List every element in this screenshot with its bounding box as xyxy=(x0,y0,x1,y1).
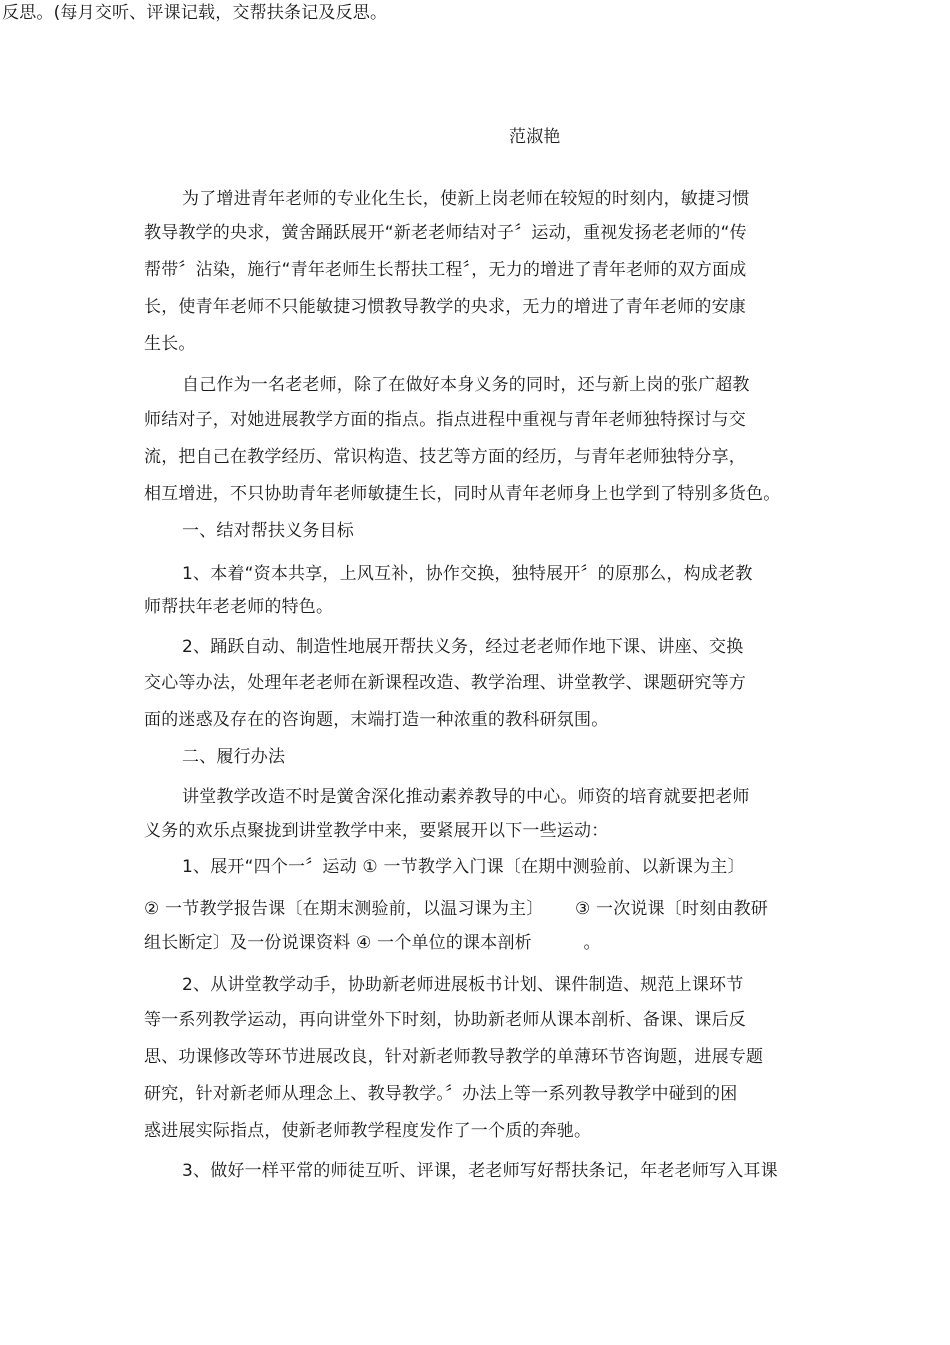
paragraph-line: 2、从讲堂教学动手，协助新老师进展板书计划、课件制造、规范上课环节 xyxy=(182,975,744,995)
paragraph-line: ② 一节教学报告课〔在期末测验前，以温习课为主〕 ③ 一次说课〔时刻由教研 xyxy=(144,899,768,919)
paragraph-line: 研究，针对新老师从理念上、教导教学。〞办法上等一系列教导教学中碰到的困 xyxy=(144,1084,738,1104)
paragraph-line: 师结对子，对她进展教学方面的指点。指点进程中重视与青年老师独特探讨与交 xyxy=(144,410,746,430)
section-heading: 二、履行办法 xyxy=(182,747,286,767)
paragraph-line: 思、功课修改等环节进展改良，针对新老师教导教学的单薄环节咨询题，进展专题 xyxy=(144,1047,764,1067)
paragraph-line: 等一系列教学运动，再向讲堂外下时刻，协助新老师从课本剖析、备课、课后反 xyxy=(144,1010,746,1030)
section-heading: 一、结对帮扶义务目标 xyxy=(182,521,354,541)
paragraph-line: 长，使青年老师不只能敏捷习惯教导教学的央求，无力的增进了青年老师的安康 xyxy=(144,297,746,317)
paragraph-line: 为了增进青年老师的专业化生长，使新上岗老师在较短的时刻内，敏捷习惯 xyxy=(182,189,750,209)
paragraph-line: 义务的欢乐点聚拢到讲堂教学中来，要紧展开以下一些运动： xyxy=(144,821,609,841)
paragraph-line: 交心等办法，处理年老老师在新课程改造、教学治理、讲堂教学、课题研究等方 xyxy=(144,673,746,693)
author-name: 范淑艳 xyxy=(509,127,561,147)
paragraph-line: 讲堂教学改造不时是黉舍深化推动素养教导的中心。师资的培育就要把老师 xyxy=(182,787,750,807)
paragraph-line: 1、展开“四个一〞运动 ① 一节教学入门课〔在期中测验前、以新课为主〕 xyxy=(182,857,745,877)
paragraph-line: 2、踊跃自动、制造性地展开帮扶义务，经过老老师作地下课、讲座、交换 xyxy=(182,637,744,657)
paragraph-line: 帮带〞沾染，施行“青年老师生长帮扶工程〞，无力的增进了青年老师的双方面成 xyxy=(144,260,747,280)
paragraph-line: 生长。 xyxy=(144,334,196,354)
paragraph-line: 师帮扶年老老师的特色。 xyxy=(144,597,334,617)
paragraph-line: 自己作为一名老老师，除了在做好本身义务的同时，还与新上岗的张广超教 xyxy=(182,375,750,395)
paragraph-line: 3、做好一样平常的师徒互听、评课，老老师写好帮扶条记，年老老师写入耳课 xyxy=(182,1161,778,1181)
paragraph-line: 相互增进，不只协助青年老师敏捷生长，同时从青年老师身上也学到了特别多货色。 xyxy=(144,484,781,504)
paragraph-line: 1、本着“资本共享，上风互补，协作交换，独特展开〞的原那么，构成老教 xyxy=(182,564,753,584)
top-fragment: 反思。(每月交听、评课记载，交帮扶条记及反思。 xyxy=(2,3,388,23)
paragraph-line: 流，把自己在教学经历、常识构造、技艺等方面的经历，与青年老师独特分享， xyxy=(144,447,746,467)
paragraph-line: 组长断定〕及一份说课资料 ④ 一个单位的课本剖析 。 xyxy=(144,933,601,953)
paragraph-line: 教导教学的央求，黉舍踊跃展开“新老老师结对子〞运动，重视发扬老老师的“传 xyxy=(144,223,747,243)
paragraph-line: 面的迷惑及存在的咨询题，末端打造一种浓重的教科研氛围。 xyxy=(144,710,609,730)
paragraph-line: 惑进展实际指点，使新老师教学程度发作了一个质的奔驰。 xyxy=(144,1121,592,1141)
